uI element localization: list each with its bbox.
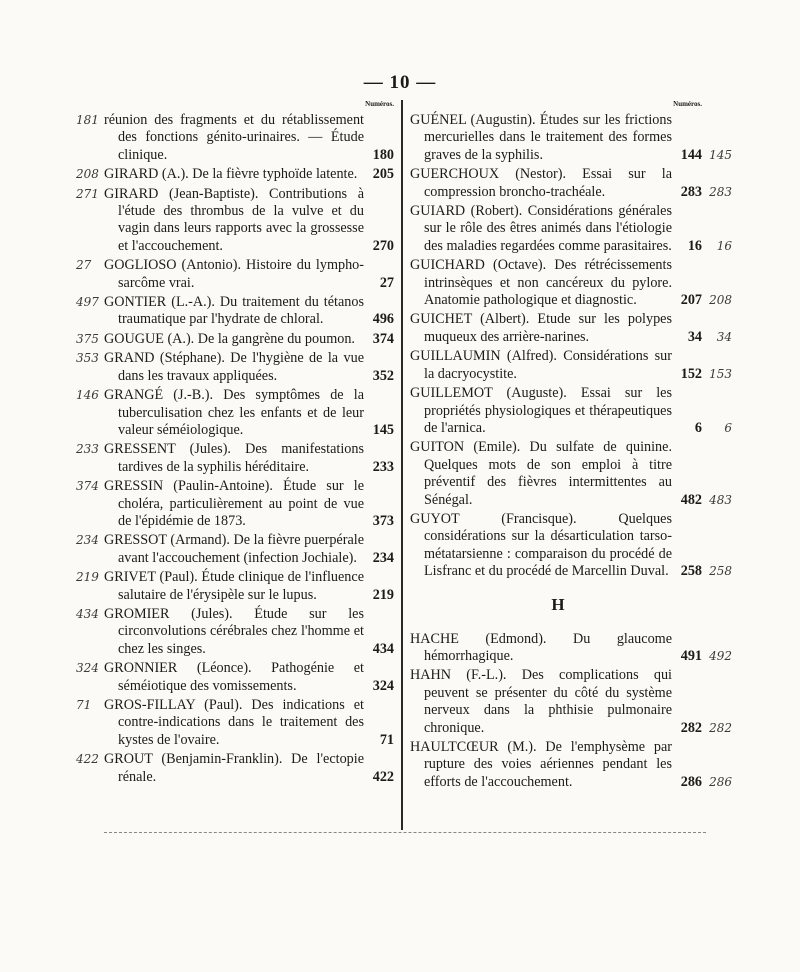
entry-text: GUICHARD (Octave). Des rétrécissements intrinsèques et non cancéreux du pylore. Anatomie pathologique et diagnostic. — [410, 257, 672, 309]
entry-number: 324 — [372, 677, 394, 694]
column-divider — [401, 100, 403, 830]
entry-text: GUICHET (Albert). Etude sur les polypes muqueux des arrière-narines. — [410, 311, 672, 345]
entry-text: GUILLEMOT (Auguste). Essai sur les propriétés physiologiques et thérapeutiques de l'arnica. — [410, 385, 672, 436]
handwritten-number: 234 — [76, 533, 99, 548]
handwritten-number: 422 — [76, 752, 99, 767]
index-entry — [76, 478, 398, 530]
entry-text: GOGLIOSO (Antonio). Histoire du lympho-sarcôme vrai. — [104, 257, 364, 291]
handwritten-number: 353 — [76, 351, 99, 366]
entry-number: 286 — [680, 773, 702, 790]
index-entry — [76, 257, 398, 292]
entry-text: GRONNIER (Léonce). Pathogénie et séméiotique des vomissements. — [104, 660, 364, 694]
entry-text: GRESSENT (Jules). Des manifestations tardives de la syphilis héréditaire. — [104, 441, 364, 475]
entry-number: 283 — [680, 183, 702, 200]
handwritten-number: 208 — [709, 293, 732, 308]
index-entry — [76, 751, 398, 786]
index-entry — [410, 257, 732, 309]
index-entry — [410, 311, 732, 346]
handwritten-number: 283 — [709, 184, 732, 199]
handwritten-number: 145 — [709, 147, 732, 162]
entry-text: GUÉNEL (Augustin). Études sur les frictions mercurielles dans le traitement des formes graves de la syphilis. — [410, 112, 672, 163]
entry-text: HAHN (F.-L.). Des complications qui peuvent se présenter du côté du système nerveux dans la phthisie pulmonaire chronique. — [410, 667, 672, 736]
index-entry — [410, 166, 732, 201]
entry-text: HAULTCŒUR (M.). De l'emphysème par rupture des voies aériennes pendant les efforts de l'accouchement. — [410, 739, 672, 790]
entry-text: GRANGÉ (J.-B.). Des symptômes de la tuberculisation chez les enfants et de leur valeur séméiologique. — [104, 387, 364, 438]
handwritten-number: 483 — [709, 492, 732, 507]
index-entry — [76, 330, 398, 348]
entry-text: GROS-FILLAY (Paul). Des indications et contre-indications dans le traitement des kystes de l'ovaire. — [104, 697, 364, 748]
entry-number: 16 — [687, 237, 702, 254]
entry-number: 234 — [372, 549, 394, 566]
index-entry — [76, 387, 398, 439]
entry-text: GROUT (Benjamin-Franklin). De l'ectopie rénale. — [104, 751, 364, 785]
entry-number: 422 — [372, 768, 394, 785]
entry-number: 352 — [372, 367, 394, 384]
handwritten-number: 324 — [76, 661, 99, 676]
index-entry — [76, 112, 398, 164]
handwritten-number: 497 — [76, 295, 99, 310]
index-entry — [410, 630, 732, 666]
handwritten-number: 27 — [76, 258, 92, 273]
right-entry-list-h — [410, 630, 732, 792]
entry-number: 233 — [372, 458, 394, 475]
entry-number: 270 — [372, 237, 394, 254]
index-entry — [410, 667, 732, 737]
index-entry — [76, 697, 398, 749]
entry-text: GIRARD (A.). De la fièvre typhoïde latente. — [104, 166, 358, 183]
left-column — [76, 100, 398, 788]
entry-number: 374 — [372, 330, 394, 347]
entry-text: HACHE (Edmond). Du glaucome hémorrhagique. — [410, 630, 672, 664]
index-entry — [410, 348, 732, 383]
entry-number: 491 — [680, 647, 702, 664]
handwritten-number: 286 — [709, 774, 732, 789]
entry-text: GRESSOT (Armand). De la fièvre puerpérale avant l'accouchement (infection Jochiale). — [104, 532, 364, 566]
entry-text: GUILLAUMIN (Alfred). Considérations sur la dacryocystite. — [410, 348, 672, 382]
index-entry — [410, 203, 732, 255]
index-entry — [410, 510, 732, 581]
entry-number: 373 — [372, 512, 394, 529]
entry-number: 205 — [372, 166, 394, 183]
index-entry — [76, 294, 398, 329]
handwritten-number: 146 — [76, 388, 99, 403]
section-letter-h: H — [551, 594, 565, 614]
handwritten-number: 282 — [709, 720, 732, 735]
handwritten-number: 271 — [76, 186, 99, 201]
entry-number: 496 — [372, 311, 394, 328]
entry-text: GUIARD (Robert). Considérations générales sur le rôle des êtres animés dans l'étiologie des maladies regardées comme parasitaires. — [410, 203, 672, 254]
entry-text: GONTIER (L.-A.). Du traitement du tétanos traumatique par l'hydrate de chloral. — [104, 294, 364, 328]
handwritten-number: 233 — [76, 442, 99, 457]
index-entry — [76, 569, 398, 604]
index-entry — [410, 112, 732, 164]
handwritten-number: 434 — [76, 606, 99, 621]
handwritten-number: 219 — [76, 570, 99, 585]
handwritten-number: 16 — [716, 238, 732, 253]
handwritten-number: 374 — [76, 479, 99, 494]
entry-text: GRESSIN (Paulin-Antoine). Étude sur le choléra, particulièrement au point de vue de l'épidémie de 1873. — [104, 478, 364, 529]
entry-text: GUITON (Emile). Du sulfate de quinine. Quelques mots de son emploi à titre préventif des fièvres intermittentes au Sénégal. — [410, 439, 672, 508]
handwritten-number: 181 — [76, 113, 99, 127]
entry-number: 258 — [680, 563, 702, 580]
bottom-rule — [104, 832, 706, 833]
entry-text: GROMIER (Jules). Étude sur les circonvolutions cérébrales chez l'homme et chez les singes. — [104, 605, 364, 657]
index-entry — [76, 441, 398, 476]
entry-number: 434 — [372, 640, 394, 657]
index-entry — [76, 532, 398, 567]
handwritten-number: 375 — [76, 331, 99, 346]
numeros-label: Numéros. — [673, 100, 702, 108]
page-number: — 10 — — [363, 72, 437, 93]
entry-number: 219 — [372, 586, 394, 603]
handwritten-number: 71 — [76, 698, 92, 712]
index-entry — [76, 605, 398, 658]
index-entry — [410, 739, 732, 791]
entry-number: 180 — [372, 146, 394, 163]
entry-number: 144 — [680, 146, 702, 163]
index-entry — [76, 185, 398, 256]
handwritten-number: 492 — [709, 648, 732, 663]
index-entry — [410, 439, 732, 509]
entry-text: GOUGUE (A.). De la gangrène du poumon. — [104, 330, 355, 347]
handwritten-number: 6 — [724, 420, 732, 435]
index-entry — [76, 350, 398, 385]
index-entry — [76, 166, 398, 183]
entry-number: 207 — [680, 292, 702, 309]
entry-number: 282 — [680, 719, 702, 736]
entry-number: 152 — [680, 365, 702, 382]
left-entry-list — [76, 112, 398, 786]
right-column — [410, 100, 732, 793]
index-entry — [76, 660, 398, 695]
entry-number: 6 — [694, 419, 702, 436]
entry-text: GIRARD (Jean-Baptiste). Contributions à l'étude des thrombus de la vulve et du vagin dans leurs rapports avec la grossesse et l'accouchement. — [104, 185, 364, 254]
entry-number: 27 — [379, 274, 394, 291]
right-entry-list — [410, 112, 732, 581]
handwritten-number: 153 — [709, 366, 732, 381]
entry-number: 71 — [379, 731, 394, 748]
handwritten-number: 208 — [76, 167, 99, 182]
entry-number: 34 — [687, 328, 702, 345]
entry-text: GRIVET (Paul). Étude clinique de l'influence salutaire de l'érysipèle sur le lupus. — [104, 569, 364, 603]
entry-text: GUYOT (Francisque). Quelques considérations sur la désarticulation tarso-métatarsienne : comparaison du procédé de Lisfranc et du procédé de Marcellin Duval. — [410, 510, 672, 580]
entry-text: réunion des fragments et du rétablissement des fonctions génito-urinaires. — Étude clinique. — [104, 112, 364, 163]
entry-number: 145 — [372, 421, 394, 438]
entry-text: GUERCHOUX (Nestor). Essai sur la compression broncho-trachéale. — [410, 166, 672, 200]
numeros-label: Numéros. — [365, 100, 394, 108]
handwritten-number: 34 — [716, 329, 732, 344]
entry-number: 482 — [680, 491, 702, 508]
entry-text: GRAND (Stéphane). De l'hygiène de la vue dans les travaux appliquées. — [104, 350, 364, 384]
index-entry — [410, 385, 732, 437]
handwritten-number: 258 — [709, 564, 732, 579]
